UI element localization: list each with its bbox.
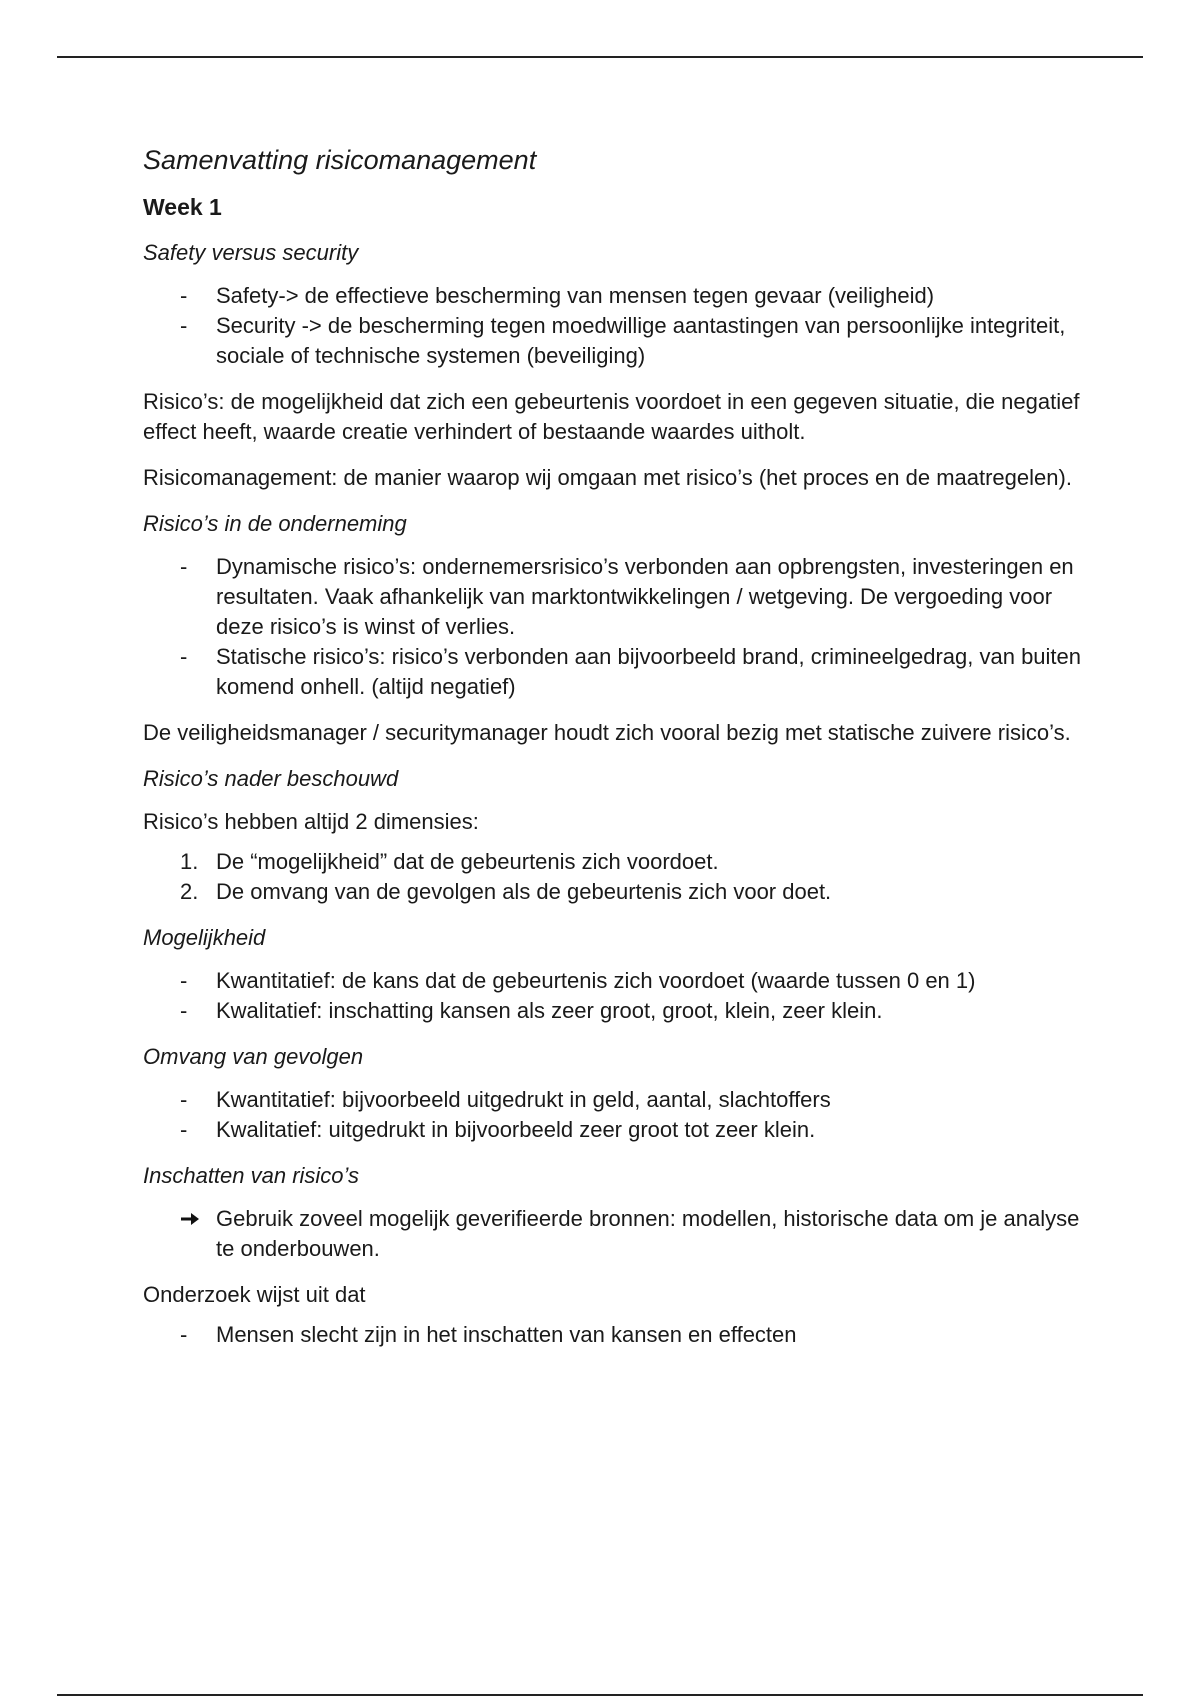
header-rule: [57, 56, 1143, 58]
list-item-text: De “mogelijkheid” dat de gebeurtenis zich voordoet.: [216, 849, 719, 874]
mogelijkheid-list: [143, 966, 1103, 1026]
list-item: [143, 1320, 1103, 1350]
list-item-text: Statische risico’s: risico’s verbonden aan bijvoorbeeld brand, crimineelgedrag, van buiten komend onhell. (altijd negatief): [216, 644, 1082, 699]
dash-bullet: -: [180, 968, 188, 993]
dash-bullet: -: [180, 644, 188, 669]
list-item-text: Gebruik zoveel mogelijk geverifieerde bronnen: modellen, historische data om je analyse te onderbouwen.: [216, 1206, 1080, 1261]
manager-paragraph: De veiligheidsmanager / securitymanager houdt zich vooral bezig met statische zuivere risico’s.: [143, 720, 1071, 745]
onderzoek-intro: Onderzoek wijst uit dat: [143, 1282, 366, 1307]
omvang-list: [143, 1085, 1103, 1145]
onderzoek-list: [143, 1320, 1103, 1350]
section-heading-omvang: Omvang van gevolgen: [143, 1044, 364, 1069]
list-number: 1.: [180, 849, 199, 874]
safety-list: [143, 281, 1103, 371]
list-item-text: Security -> de bescherming tegen moedwillige aantastingen van persoonlijke integriteit, sociale of technische systemen (beveiliging): [216, 313, 1066, 368]
risicomanagement-definition: Risicomanagement: de manier waarop wij omgaan met risico’s (het proces en de maatregelen).: [143, 465, 1072, 490]
list-item-text: De omvang van de gevolgen als de gebeurtenis zich voor doet.: [216, 879, 832, 904]
list-item: [143, 1085, 1103, 1115]
dimensies-list: [143, 847, 1103, 907]
list-item: [143, 552, 1103, 642]
dimensies-intro: Risico’s hebben altijd 2 dimensies:: [143, 809, 479, 834]
dash-bullet: -: [180, 1087, 188, 1112]
list-item: [143, 1115, 1103, 1145]
list-number: 2.: [180, 879, 199, 904]
inschatten-list: [143, 1204, 1103, 1264]
dash-bullet: -: [180, 998, 188, 1023]
list-item: [143, 966, 1103, 996]
dash-bullet: -: [180, 1322, 188, 1347]
list-item-text: Dynamische risico’s: ondernemersrisico’s verbonden aan opbrengsten, investeringen en resultaten. Vaak afhankelijk van marktontwikkelingen / wetgeving. De vergoeding voor deze risico’s is winst of verlies.: [216, 554, 1074, 639]
section-heading-nader: Risico’s nader beschouwd: [143, 766, 399, 791]
list-item-text: Kwantitatief: bijvoorbeeld uitgedrukt in geld, aantal, slachtoffers: [216, 1087, 831, 1112]
list-item: [143, 996, 1103, 1026]
list-item-text: Kwantitatief: de kans dat de gebeurtenis zich voordoet (waarde tussen 0 en 1): [216, 968, 976, 993]
list-item: [143, 642, 1103, 702]
onderneming-list: [143, 552, 1103, 702]
risicos-definition: Risico’s: de mogelijkheid dat zich een gebeurtenis voordoet in een gegeven situatie, die negatief effect heeft, waarde creatie verhindert of bestaande waardes uitholt.: [143, 389, 1080, 444]
list-item-text: Safety-> de effectieve bescherming van mensen tegen gevaar (veiligheid): [216, 283, 935, 308]
list-item: [143, 1204, 1103, 1264]
section-heading-onderneming: Risico’s in de onderneming: [143, 511, 407, 536]
list-item: [143, 281, 1103, 311]
dash-bullet: -: [180, 313, 188, 338]
section-heading-mogelijkheid: Mogelijkheid: [143, 925, 266, 950]
list-item-text: Kwalitatief: uitgedrukt in bijvoorbeeld zeer groot tot zeer klein.: [216, 1117, 816, 1142]
arrow-right-icon: [180, 1204, 210, 1227]
dash-bullet: -: [180, 283, 188, 308]
list-item-text: Mensen slecht zijn in het inschatten van kansen en effecten: [216, 1322, 797, 1347]
list-item: [143, 311, 1103, 371]
list-item-text: Kwalitatief: inschatting kansen als zeer groot, groot, klein, zeer klein.: [216, 998, 883, 1023]
list-item: [143, 847, 1103, 877]
section-heading-inschatten: Inschatten van risico’s: [143, 1163, 360, 1188]
section-heading-safety: Safety versus security: [143, 240, 359, 265]
dash-bullet: -: [180, 1117, 188, 1142]
document-body: [143, 142, 1103, 1366]
list-item: [143, 877, 1103, 907]
dash-bullet: -: [180, 554, 188, 579]
footer-rule: [57, 1694, 1143, 1696]
week-heading: Week 1: [143, 194, 222, 220]
document-title: Samenvatting risicomanagement: [143, 145, 537, 175]
